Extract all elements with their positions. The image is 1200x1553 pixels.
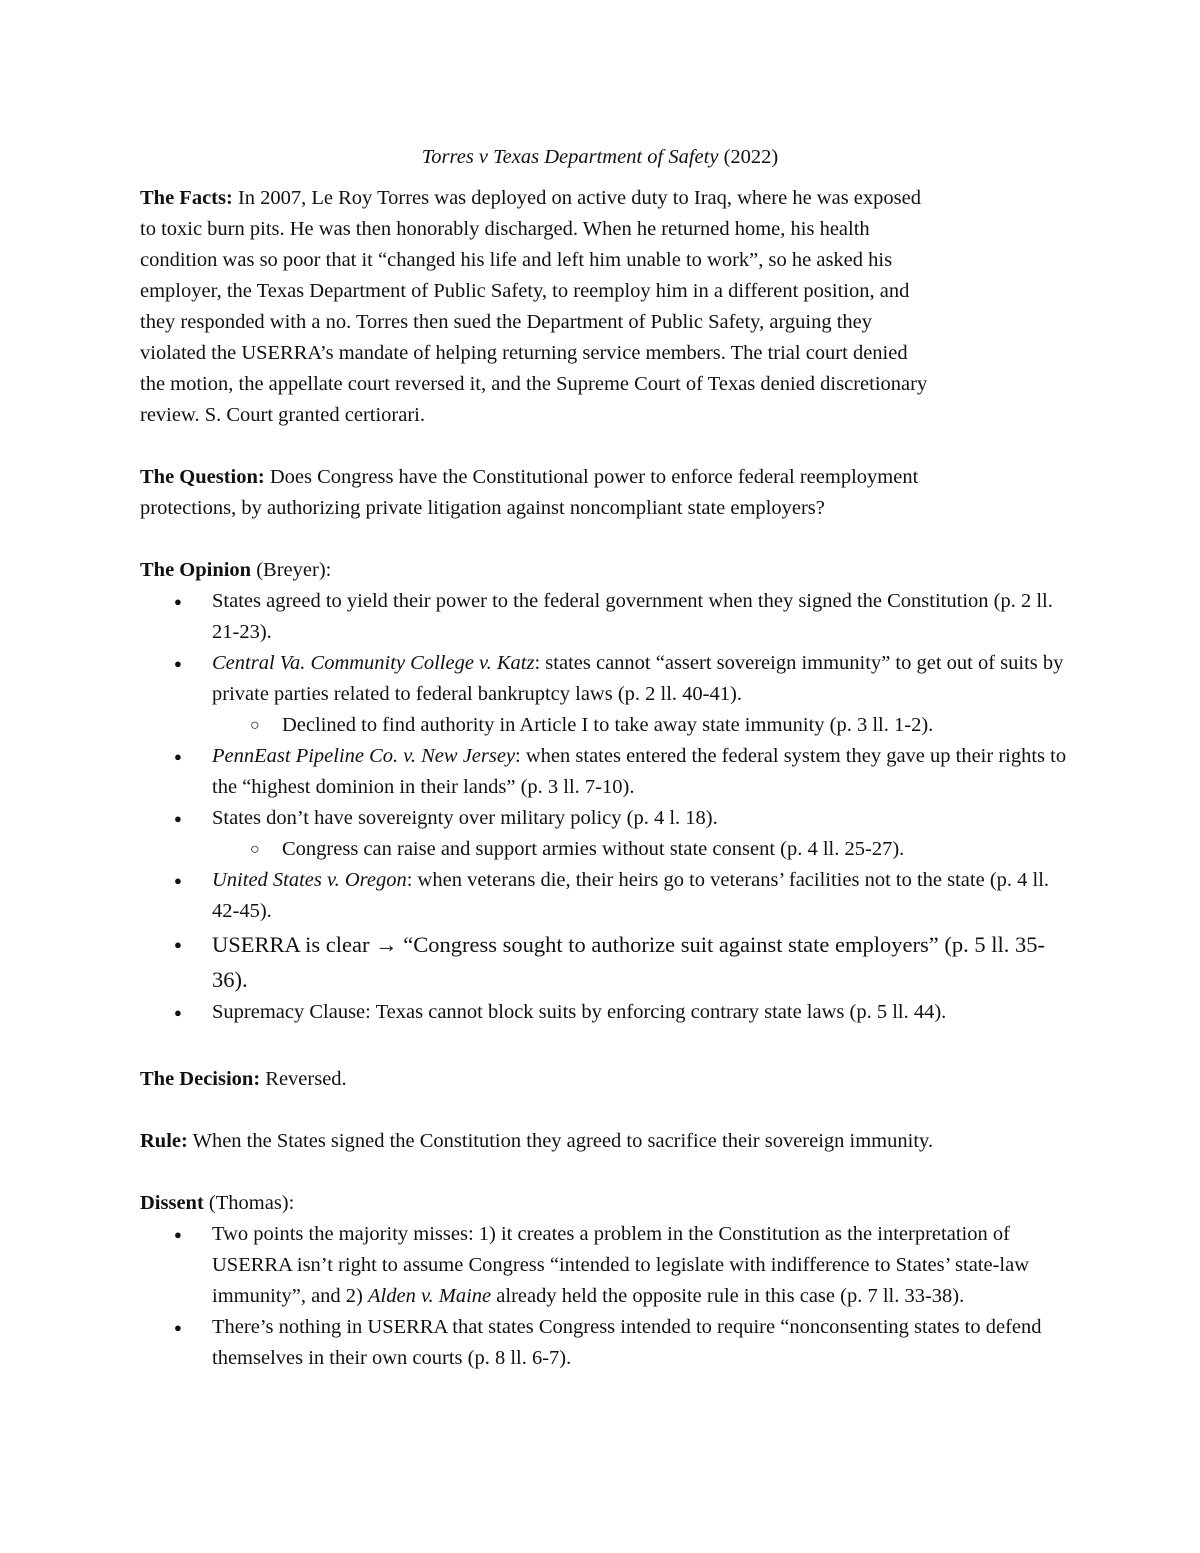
facts-line: employer, the Texas Department of Public Safety, to reemploy him in a different position, and — [140, 280, 910, 302]
opinion-bullet: ● United States v. Oregon: when veterans die, their heirs go to veterans’ facilities not to the state (p. 4 ll. 42-45). — [140, 865, 1070, 927]
dissent-heading — [140, 1188, 1070, 1219]
question-label: The Question: — [140, 466, 265, 488]
rule-section — [140, 1126, 1070, 1157]
dissent-section — [140, 1188, 1070, 1374]
case-citation: Alden v. Maine — [368, 1285, 492, 1307]
case-name: Torres v Texas Department of Safety — [421, 146, 719, 168]
dissent-author: (Thomas): — [208, 1192, 295, 1214]
question-line: protections, by authorizing private litigation against noncompliant state employers? — [140, 497, 825, 519]
opinion-bullet: ● PennEast Pipeline Co. v. New Jersey: when states entered the federal system they gave up their rights to the “highest dominion in their lands” (p. 3 ll. 7-10). — [140, 741, 1070, 803]
dissent-list — [140, 1219, 1070, 1374]
decision-text: Reversed. — [265, 1068, 347, 1090]
dissent-bullet: ● Two points the majority misses: 1) it creates a problem in the Constitution as the interpretation of USERRA isn’t right to assume Congress “intended to legislate with indifference to States’ state-law immunity”, and 2) Alden v. Maine already held the opposite rule in this case (p. 7 ll. 33-38). — [140, 1219, 1070, 1312]
opinion-bullet: ● States don’t have sovereignty over military policy (p. 4 l. 18). — [140, 803, 1070, 834]
question-line: The Question: Does Congress have the Constitutional power to enforce federal reemployment — [140, 466, 919, 488]
facts-line: to toxic burn pits. He was then honorably discharged. When he returned home, his health — [140, 218, 870, 240]
facts-line: review. S. Court granted certiorari. — [140, 404, 425, 426]
case-citation: Central Va. Community College v. Katz — [212, 652, 535, 674]
rule-text: When the States signed the Constitution they agreed to sacrifice their sovereign immunity. — [192, 1130, 934, 1152]
dissent-bullet: ● There’s nothing in USERRA that states Congress intended to require “nonconsenting states to defend themselves in their own courts (p. 8 ll. 6-7). — [140, 1312, 1070, 1374]
facts-line: the motion, the appellate court reversed it, and the Supreme Court of Texas denied discretionary — [140, 373, 928, 395]
facts-section — [140, 183, 1070, 431]
case-citation: PennEast Pipeline Co. v. New Jersey — [212, 745, 516, 767]
opinion-bullet: ● USERRA is clear → “Congress sought to authorize suit against state employers” (p. 5 ll. 35-36). — [140, 927, 1070, 997]
opinion-author: (Breyer): — [256, 559, 332, 581]
opinion-section — [140, 555, 1070, 1028]
facts-line: condition was so poor that it “changed his life and left him unable to work”, so he asked his — [140, 249, 893, 271]
opinion-bullet: ● Supremacy Clause: Texas cannot block suits by enforcing contrary state laws (p. 5 ll. 44). — [140, 997, 1070, 1028]
dissent-label: Dissent — [140, 1192, 204, 1214]
facts-line: The Facts: In 2007, Le Roy Torres was deployed on active duty to Iraq, where he was exposed — [140, 187, 921, 209]
decision-section — [140, 1064, 1070, 1095]
question-section — [140, 462, 1070, 524]
case-citation: United States v. Oregon — [212, 869, 407, 891]
opinion-heading — [140, 555, 1070, 586]
document-title — [0, 142, 1200, 173]
facts-line: they responded with a no. Torres then sued the Department of Public Safety, arguing they — [140, 311, 873, 333]
opinion-bullet: ● Central Va. Community College v. Katz: states cannot “assert sovereign immunity” to get out of suits by private parties related to federal bankruptcy laws (p. 2 ll. 40-41). — [140, 648, 1070, 710]
case-year: (2022) — [723, 146, 779, 168]
decision-label: The Decision: — [140, 1068, 261, 1090]
facts-label: The Facts: — [140, 187, 233, 209]
opinion-label: The Opinion — [140, 559, 252, 581]
opinion-list — [140, 586, 1070, 1028]
rule-label: Rule: — [140, 1130, 188, 1152]
facts-line: violated the USERRA’s mandate of helping returning service members. The trial court denied — [140, 342, 908, 364]
opinion-sub-bullet: ○ Declined to find authority in Article I to take away state immunity (p. 3 ll. 1-2). — [140, 710, 1070, 741]
opinion-sub-bullet: ○ Congress can raise and support armies without state consent (p. 4 ll. 25-27). — [140, 834, 1070, 865]
opinion-bullet: ● States agreed to yield their power to the federal government when they signed the Constitution (p. 2 ll. 21-23). — [140, 586, 1070, 648]
